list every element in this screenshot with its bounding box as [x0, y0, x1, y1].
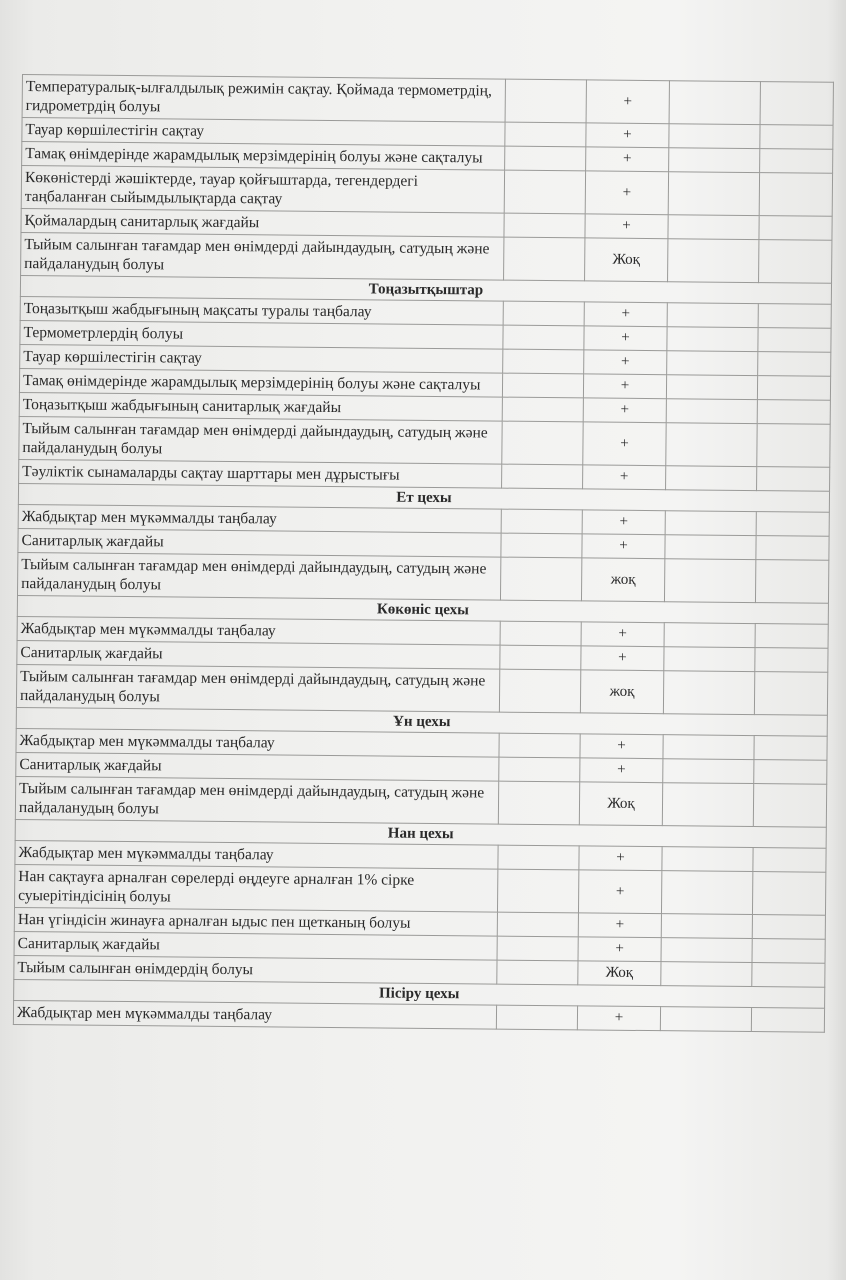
checklist-body — [13, 75, 833, 1033]
criterion-cell: Жабдықтар мен мүкәммалды таңбалау — [18, 504, 501, 533]
empty-cell — [501, 509, 582, 534]
criterion-cell: Термометрлердің болуы — [20, 320, 503, 349]
empty-cell — [753, 848, 826, 873]
result-cell: + — [586, 80, 669, 124]
empty-cell — [499, 733, 580, 758]
result-cell: + — [582, 510, 665, 535]
result-cell: Жоқ — [579, 782, 662, 826]
result-cell: + — [578, 870, 661, 914]
empty-cell — [499, 669, 580, 713]
criterion-cell: Тыйым салынған тағамдар мен өнімдерді дайындаудың, сатудың және пайдаланудың болуы — [19, 416, 502, 464]
result-cell: Жоқ — [578, 961, 661, 986]
empty-cell — [669, 148, 760, 173]
checklist-row — [15, 776, 826, 827]
result-cell: + — [584, 326, 667, 351]
document-sheet — [13, 74, 842, 1033]
empty-cell — [667, 351, 758, 376]
checklist-row — [19, 416, 830, 467]
empty-cell — [666, 423, 757, 467]
empty-cell — [500, 645, 581, 670]
result-cell: + — [583, 374, 666, 399]
empty-cell — [759, 216, 832, 241]
checklist-row — [16, 664, 827, 715]
empty-cell — [754, 736, 827, 761]
empty-cell — [757, 467, 830, 492]
empty-cell — [664, 623, 755, 648]
result-cell: + — [578, 913, 661, 938]
section-title: Ұн цехы — [16, 707, 827, 736]
empty-cell — [660, 1007, 751, 1032]
empty-cell — [661, 938, 752, 963]
empty-cell — [662, 783, 753, 827]
empty-cell — [756, 536, 829, 561]
empty-cell — [759, 173, 832, 217]
criterion-cell: Санитарлық жағдайы — [17, 640, 500, 669]
empty-cell — [502, 373, 583, 398]
empty-cell — [501, 533, 582, 558]
criterion-cell: Санитарлық жағдайы — [14, 931, 497, 960]
criterion-cell: Тыйым салынған тағамдар мен өнімдерді дайындаудың, сатудың және пайдаланудың болуы — [15, 776, 498, 824]
criterion-cell: Тауар көршілестігін сақтау — [20, 344, 503, 373]
criterion-cell: Нан үгіндісін жинауға арналған ыдыс пен щетканың болуы — [14, 907, 497, 936]
result-cell: + — [580, 734, 663, 759]
empty-cell — [669, 124, 760, 149]
empty-cell — [760, 82, 833, 126]
empty-cell — [755, 624, 828, 649]
criterion-cell: Қоймалардың санитарлық жағдайы — [21, 208, 504, 237]
empty-cell — [757, 376, 830, 401]
empty-cell — [758, 352, 831, 377]
empty-cell — [666, 466, 757, 491]
criterion-cell: Жабдықтар мен мүкәммалды таңбалау — [16, 728, 499, 757]
empty-cell — [752, 939, 825, 964]
empty-cell — [752, 872, 825, 916]
criterion-cell: Жабдықтар мен мүкәммалды таңбалау — [15, 840, 498, 869]
checklist-row — [21, 232, 832, 283]
empty-cell — [502, 464, 583, 489]
empty-cell — [502, 421, 583, 465]
result-cell: + — [579, 846, 662, 871]
checklist-row — [21, 166, 832, 217]
checklist-row — [14, 864, 825, 915]
empty-cell — [500, 621, 581, 646]
empty-cell — [663, 671, 754, 715]
result-cell: + — [586, 147, 669, 172]
criterion-cell: Тамақ өнімдерінде жарамдылық мерзімдерінің болуы және сақталуы — [19, 368, 502, 397]
section-title: Ет цехы — [18, 483, 829, 512]
empty-cell — [662, 847, 753, 872]
criterion-cell: Тауар көршілестігін сақтау — [22, 118, 505, 147]
empty-cell — [502, 397, 583, 422]
result-cell: + — [581, 646, 664, 671]
empty-cell — [505, 122, 586, 147]
empty-cell — [497, 912, 578, 937]
empty-cell — [505, 79, 586, 123]
result-cell: + — [585, 214, 668, 239]
empty-cell — [755, 560, 828, 604]
result-cell: + — [582, 534, 665, 559]
empty-cell — [504, 213, 585, 238]
result-cell: + — [583, 398, 666, 423]
empty-cell — [500, 557, 581, 601]
result-cell: + — [578, 937, 661, 962]
result-cell: + — [585, 171, 668, 215]
empty-cell — [754, 672, 827, 716]
empty-cell — [752, 915, 825, 940]
empty-cell — [503, 301, 584, 326]
empty-cell — [497, 960, 578, 985]
empty-cell — [758, 328, 831, 353]
empty-cell — [661, 914, 752, 939]
criterion-cell: Тыйым салынған тағамдар мен өнімдерді дайындаудың, сатудың және пайдаланудың болуы — [21, 232, 504, 280]
empty-cell — [503, 325, 584, 350]
criterion-cell: Санитарлық жағдайы — [16, 752, 499, 781]
empty-cell — [663, 759, 754, 784]
criterion-cell: Көкөністерді жәшіктерде, тауар қойғыштарда, тегендердегі таңбаланған сыйымдылықтарда сақтау — [21, 166, 504, 214]
empty-cell — [661, 962, 752, 987]
empty-cell — [757, 424, 830, 468]
section-title: Нан цехы — [15, 819, 826, 848]
empty-cell — [667, 303, 758, 328]
empty-cell — [756, 512, 829, 537]
criterion-cell: Санитарлық жағдайы — [18, 528, 501, 557]
empty-cell — [752, 963, 825, 988]
result-cell: + — [586, 123, 669, 148]
criterion-cell: Нан сақтауға арналған сөрелерді өңдеуге арналған 1% сірке суыерітіндісінің болуы — [14, 864, 497, 912]
section-title: Пісіру цехы — [14, 979, 825, 1008]
result-cell: + — [583, 422, 666, 466]
empty-cell — [503, 349, 584, 374]
result-cell: + — [577, 1006, 660, 1031]
empty-cell — [668, 172, 759, 216]
result-cell: + — [584, 350, 667, 375]
empty-cell — [498, 845, 579, 870]
criterion-cell: Жабдықтар мен мүкәммалды таңбалау — [13, 1000, 496, 1029]
empty-cell — [668, 215, 759, 240]
result-cell: + — [583, 465, 666, 490]
criterion-cell: Тоңазытқыш жабдығының мақсаты туралы таңбалау — [20, 296, 503, 325]
empty-cell — [505, 146, 586, 171]
empty-cell — [504, 237, 585, 281]
checklist-row — [22, 75, 833, 126]
inspection-checklist-table — [13, 74, 834, 1033]
empty-cell — [760, 149, 833, 174]
empty-cell — [496, 1005, 577, 1030]
empty-cell — [664, 647, 755, 672]
empty-cell — [666, 375, 757, 400]
result-cell: Жоқ — [585, 238, 668, 282]
section-title: Тоңазытқыштар — [20, 275, 831, 304]
empty-cell — [665, 511, 756, 536]
empty-cell — [758, 304, 831, 329]
empty-cell — [661, 871, 752, 915]
empty-cell — [753, 784, 826, 828]
criterion-cell: Тыйым салынған тағамдар мен өнімдерді дайындаудың, сатудың және пайдаланудың болуы — [17, 552, 500, 600]
checklist-row — [17, 552, 828, 603]
empty-cell — [668, 239, 759, 283]
empty-cell — [498, 781, 579, 825]
empty-cell — [664, 559, 755, 603]
result-cell: жоқ — [580, 670, 663, 714]
empty-cell — [667, 327, 758, 352]
result-cell: + — [584, 302, 667, 327]
criterion-cell: Тыйым салынған тағамдар мен өнімдерді дайындаудың, сатудың және пайдаланудың болуы — [16, 664, 499, 712]
empty-cell — [669, 81, 760, 125]
result-cell: + — [580, 758, 663, 783]
empty-cell — [499, 757, 580, 782]
criterion-cell: Жабдықтар мен мүкәммалды таңбалау — [17, 616, 500, 645]
empty-cell — [751, 1008, 824, 1033]
criterion-cell: Температуралық-ылғалдылық режимін сақтау. Қоймада термометрдің, гидрометрдің болуы — [22, 75, 505, 123]
empty-cell — [754, 760, 827, 785]
empty-cell — [755, 648, 828, 673]
result-cell: жоқ — [581, 558, 664, 602]
section-title: Көкөніс цехы — [17, 595, 828, 624]
empty-cell — [760, 125, 833, 150]
criterion-cell: Тәуліктік сынамаларды сақтау шарттары мен дұрыстығы — [19, 459, 502, 488]
empty-cell — [504, 170, 585, 214]
result-cell: + — [581, 622, 664, 647]
criterion-cell: Тамақ өнімдерінде жарамдылық мерзімдерінің болуы және сақталуы — [22, 142, 505, 171]
empty-cell — [665, 535, 756, 560]
empty-cell — [666, 399, 757, 424]
criterion-cell: Тыйым салынған өнімдердің болуы — [14, 955, 497, 984]
empty-cell — [757, 400, 830, 425]
empty-cell — [497, 936, 578, 961]
empty-cell — [663, 735, 754, 760]
criterion-cell: Тоңазытқыш жабдығының санитарлық жағдайы — [19, 392, 502, 421]
empty-cell — [759, 240, 832, 284]
empty-cell — [497, 869, 578, 913]
